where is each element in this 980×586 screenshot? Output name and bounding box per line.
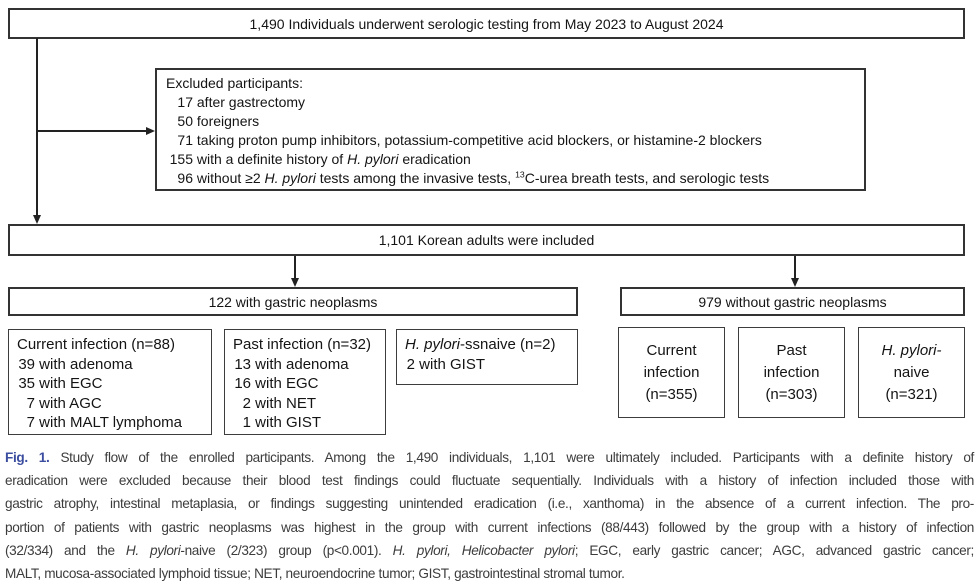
text-segment: tests among the invasive tests, bbox=[315, 170, 516, 186]
text-segment: Current bbox=[646, 341, 697, 359]
arrowhead-down-without-neoplasms bbox=[791, 278, 799, 287]
neoplasm-item bbox=[17, 413, 203, 433]
text-segment: C-urea breath tests, and serologic tests bbox=[524, 170, 770, 186]
neoplasm-item bbox=[233, 413, 377, 433]
current-infection-neoplasms-title: Current infection (n=88) bbox=[17, 336, 175, 353]
text-segment: with EGC bbox=[255, 375, 319, 392]
count-number: 50 bbox=[177, 113, 193, 129]
caption-line bbox=[5, 516, 974, 539]
text-segment: without ≥2 bbox=[196, 170, 265, 186]
count-number: 1 bbox=[242, 414, 251, 431]
text-segment: Study flow of the enrolled participants. Among the 1,490 individuals, 1,101 were ultimately included. Participants with a definite history of bbox=[60, 450, 974, 465]
caption-line bbox=[5, 492, 974, 515]
arrow-line-to-excluded bbox=[36, 130, 146, 132]
count-number: 13 bbox=[234, 355, 251, 373]
arrow-line-top-to-included bbox=[36, 38, 38, 215]
count-number: 2 bbox=[406, 355, 415, 373]
box-excluded-participants bbox=[155, 68, 866, 191]
box-with-gastric-neoplasms-label: 122 with gastric neoplasms bbox=[208, 293, 378, 310]
hpylori-naive-line bbox=[885, 384, 937, 406]
box-past-infection bbox=[738, 327, 845, 418]
arrow-line-to-with-neoplasms bbox=[294, 256, 296, 278]
caption-line bbox=[5, 562, 974, 585]
text-segment: taking proton pump inhibitors, potassium-competitive acid blockers, or histamine-2 blockers bbox=[196, 132, 762, 148]
count-number: 71 bbox=[177, 132, 193, 148]
count-number: 155 bbox=[169, 151, 193, 167]
excluded-item bbox=[166, 131, 855, 150]
text-segment: with GIST bbox=[419, 355, 486, 373]
text-segment: Past bbox=[776, 341, 807, 359]
excluded-title: Excluded participants: bbox=[166, 75, 303, 91]
box-current-infection-neoplasms bbox=[8, 329, 212, 435]
current-infection-line bbox=[645, 384, 697, 406]
italic-text: H. pylori- bbox=[881, 341, 942, 359]
text-segment: -ssnaive (n=2) bbox=[460, 336, 556, 353]
box-without-gastric-neoplasms-label: 979 without gastric neoplasms bbox=[698, 293, 887, 310]
past-infection-line bbox=[764, 362, 820, 384]
text-segment: with MALT lymphoma bbox=[39, 414, 182, 431]
count-number: 96 bbox=[177, 170, 193, 186]
text-segment: eradication bbox=[398, 151, 471, 167]
italic-text: H. pylori bbox=[405, 336, 461, 353]
box-serologic-testing bbox=[8, 8, 965, 39]
current-infection-line bbox=[646, 340, 696, 362]
arrowhead-down-included bbox=[33, 215, 41, 224]
count-number: 16 bbox=[234, 375, 251, 392]
hpylori-naive-neoplasms-items bbox=[405, 355, 569, 375]
text-segment: with NET bbox=[255, 394, 317, 412]
box-with-gastric-neoplasms bbox=[8, 287, 578, 316]
count-number: 2 bbox=[242, 394, 251, 412]
excluded-item bbox=[166, 169, 855, 188]
caption-line bbox=[5, 539, 974, 562]
arrowhead-down-with-neoplasms bbox=[291, 278, 299, 287]
box-hpylori-naive-neoplasms bbox=[396, 329, 578, 385]
excluded-item bbox=[166, 112, 855, 131]
text-segment: after gastrectomy bbox=[196, 94, 306, 110]
neoplasm-item bbox=[17, 394, 203, 414]
count-number: 35 bbox=[18, 375, 35, 392]
box-past-infection-neoplasms bbox=[224, 329, 386, 435]
neoplasm-item bbox=[17, 374, 203, 394]
arrowhead-right-excluded bbox=[146, 127, 155, 135]
text-segment: foreigners bbox=[196, 113, 260, 129]
text-segment: (32/334) and the bbox=[5, 542, 126, 558]
box-serologic-testing-label: 1,490 Individuals underwent serologic testing from May 2023 to August 2024 bbox=[249, 15, 724, 32]
past-infection-neoplasms-title: Past infection (n=32) bbox=[233, 336, 371, 353]
italic-text: H. pylori bbox=[125, 542, 181, 558]
box-without-gastric-neoplasms bbox=[620, 287, 965, 316]
hpylori-naive-neoplasms-title bbox=[405, 335, 569, 355]
text-segment: -naive (2/323) group (p<0.001). bbox=[180, 542, 393, 558]
text-segment: eradication were excluded because their blood test findings could fluctuate sequentially. Individuals with a history of infection included those with bbox=[5, 473, 974, 489]
box-current-infection bbox=[618, 327, 725, 418]
count-number: 7 bbox=[26, 414, 35, 431]
count-number: 39 bbox=[18, 355, 35, 373]
arrow-line-to-without-neoplasms bbox=[794, 256, 796, 278]
text-segment: (n=303) bbox=[765, 385, 818, 403]
text-segment: with a definite history of bbox=[196, 151, 348, 167]
past-infection-line bbox=[765, 384, 817, 406]
box-hpylori-naive bbox=[858, 327, 965, 418]
figure-label: Fig. 1. bbox=[5, 450, 61, 465]
hpylori-naive-line bbox=[894, 362, 930, 384]
past-infection-line bbox=[776, 340, 806, 362]
italic-text: H. pylori bbox=[347, 151, 399, 167]
hpylori-naive-line bbox=[881, 340, 941, 362]
text-segment: with AGC bbox=[39, 394, 102, 412]
neoplasm-item bbox=[233, 355, 377, 375]
box-included-adults-label: 1,101 Korean adults were included bbox=[378, 232, 595, 248]
text-segment: (n=355) bbox=[645, 385, 698, 403]
caption-line bbox=[5, 469, 974, 492]
caption-line bbox=[5, 446, 974, 469]
neoplasm-item bbox=[17, 355, 203, 375]
count-number: 17 bbox=[177, 94, 193, 110]
text-segment: with adenoma bbox=[255, 355, 349, 373]
figure-caption bbox=[5, 446, 974, 585]
text-segment: with adenoma bbox=[39, 355, 133, 373]
text-segment: MALT, mucosa-associated lymphoid tissue; NET, neuroendocrine tumor; GIST, gastrointestinal stromal tumor. bbox=[5, 566, 625, 582]
text-segment: infection bbox=[643, 363, 700, 381]
excluded-item bbox=[166, 150, 855, 169]
current-infection-line bbox=[644, 362, 700, 384]
superscript-text: 13 bbox=[515, 169, 525, 180]
text-segment: (n=321) bbox=[885, 385, 938, 403]
text-segment: with GIST bbox=[255, 414, 322, 431]
count-number: 7 bbox=[26, 394, 35, 412]
excluded-items bbox=[166, 93, 855, 188]
italic-text: H. pylori bbox=[264, 170, 316, 186]
text-segment: with EGC bbox=[39, 375, 103, 392]
text-segment: ; EGC, early gastric cancer; AGC, advanced gastric cancer; bbox=[574, 542, 974, 558]
excluded-item bbox=[166, 93, 855, 112]
neoplasm-item bbox=[233, 394, 377, 414]
text-segment: gastric atrophy, intestinal metaplasia, or findings suggesting unintended eradication (i.e., xanthoma) in the absence of a current infection. The pro- bbox=[5, 496, 974, 512]
past-infection-neoplasms-items bbox=[233, 355, 377, 433]
box-included-adults bbox=[8, 224, 965, 256]
neoplasm-item bbox=[233, 374, 377, 394]
text-segment: portion of patients with gastric neoplasms was highest in the group with current infections (88/443) followed by the group with a history of infection bbox=[5, 519, 974, 535]
neoplasm-item bbox=[405, 355, 569, 375]
italic-text: H. pylori, Helicobacter pylori bbox=[392, 542, 575, 558]
current-infection-neoplasms-items bbox=[17, 355, 203, 433]
text-segment: infection bbox=[763, 363, 820, 381]
text-segment: naive bbox=[893, 363, 930, 381]
